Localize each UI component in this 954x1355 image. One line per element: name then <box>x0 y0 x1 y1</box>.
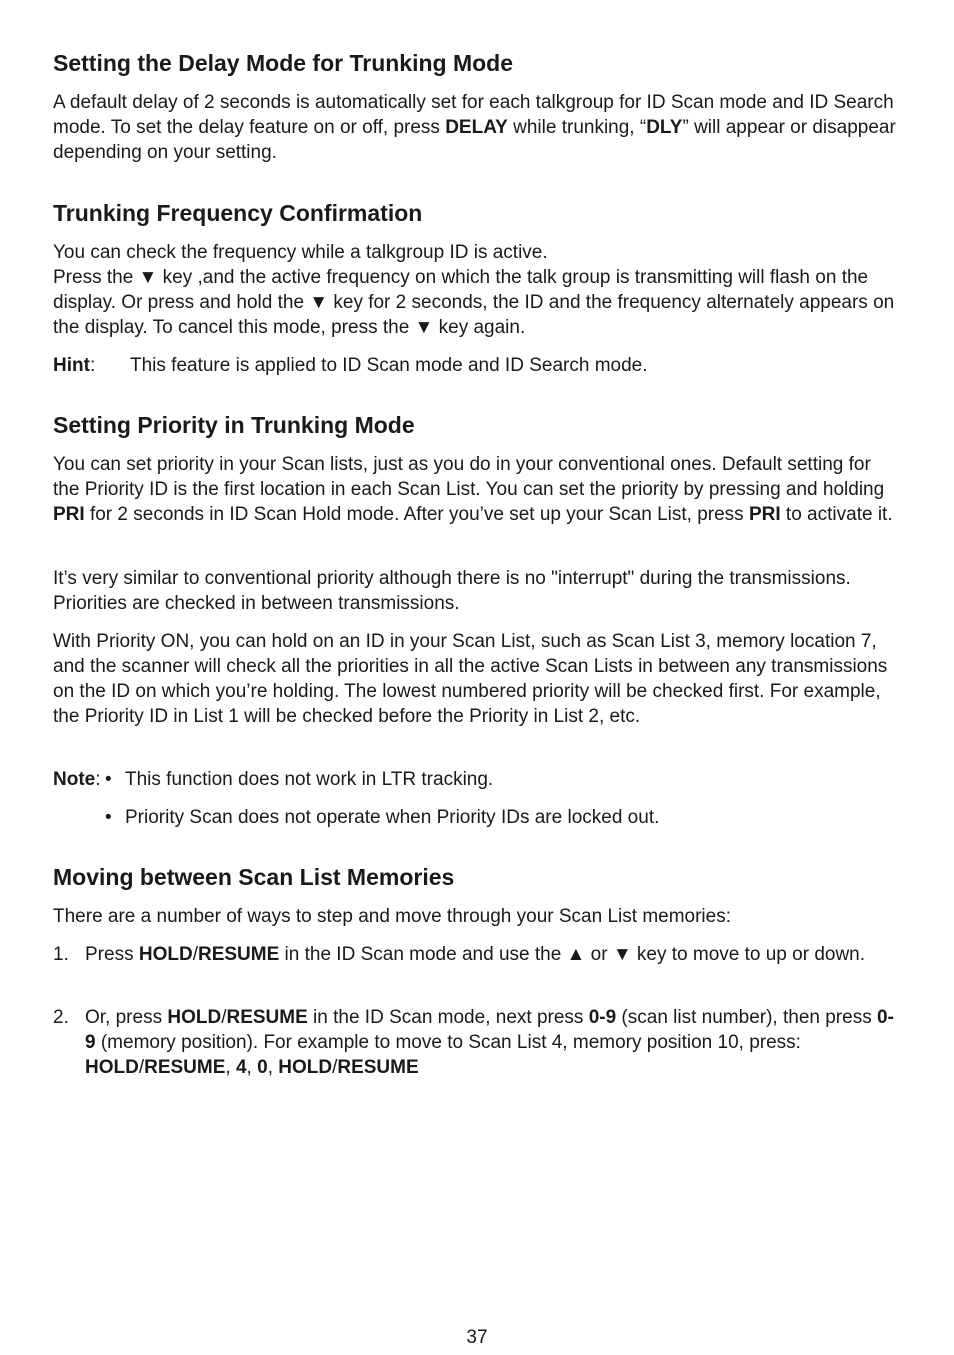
frequency-confirmation-body <box>53 240 898 340</box>
delay-mode-paragraph: A default delay of 2 seconds is automatically set for each talkgroup for ID Scan mode and ID Search mode. To set the delay feature on or off, press DELAY while trunking, “DLY” will appear or disappear depending on your setting. <box>53 92 896 163</box>
bullet-icon: • <box>105 769 112 790</box>
moving-intro: There are a number of ways to step and move through your Scan List memories: <box>53 906 731 927</box>
hint-label: Hint <box>53 355 90 376</box>
key-pri: PRI <box>53 504 85 525</box>
key-pri: PRI <box>748 504 781 525</box>
frequency-paragraph-2: Press the ▼ key ,and the active frequency on which the talk group is transmitting will flash on the display. Or press and hold the ▼ key for 2 seconds, the ID and the frequency alternately appears on the display. To cancel this mode, press the ▼ key again. <box>53 267 895 338</box>
list-item-1: 1. Press HOLD/RESUME in the ID Scan mode and use the ▲ or ▼ key to move to up or down. <box>53 944 866 965</box>
heading-moving-scan-list: Moving between Scan List Memories <box>53 864 455 890</box>
display-dly: DLY <box>646 117 683 138</box>
frequency-paragraph-1: You can check the frequency while a talkgroup ID is active. <box>53 242 548 263</box>
list-item-2: 2. Or, press HOLD/RESUME in the ID Scan mode, next press 0-9 (scan list number), then press 0-9 (memory position). For example to move to Scan List 4, memory position 10, press: HOLD/RESUME, 4, 0, HOLD/RESUME <box>53 1007 894 1078</box>
hint-text: This feature is applied to ID Scan mode and ID Search mode. <box>130 355 648 376</box>
priority-paragraph-2: It’s very similar to conventional priority although there is no "interrupt" during the transmissions. Priorities are checked in between transmissions. <box>53 568 851 614</box>
heading-priority: Setting Priority in Trunking Mode <box>53 412 415 438</box>
priority-paragraph-1: You can set priority in your Scan lists, just as you do in your conventional ones. Default setting for the Priority ID is the first location in each Scan List. You can set the priority by pressing and holding PRI for 2 seconds in ID Scan Hold mode. After you’ve set up your Scan List, press PRI to activate it. <box>53 454 893 525</box>
page-number: 37 <box>466 1327 488 1348</box>
note-label: Note <box>53 769 96 790</box>
hint: Hint: This feature is applied to ID Scan mode and ID Search mode. <box>53 355 648 376</box>
priority-paragraph-3: With Priority ON, you can hold on an ID in your Scan List, such as Scan List 3, memory location 7, and the scanner will check all the priorities in all the active Scan Lists in between any transmissions on the ID on which you’re holding. The lowest numbered priority will be checked first. For example, the Priority ID in List 1 will be checked before the Priority in List 2, etc. <box>53 631 888 727</box>
note-1: Note: • This function does not work in LTR tracking. <box>53 769 494 790</box>
note-text-2: Priority Scan does not operate when Priority IDs are locked out. <box>125 807 660 828</box>
note-text-1: This function does not work in LTR tracking. <box>125 769 494 790</box>
list-number-1: 1. <box>53 944 69 965</box>
bullet-icon: • <box>105 807 112 828</box>
key-delay: DELAY <box>445 117 508 138</box>
heading-frequency-confirmation: Trunking Frequency Confirmation <box>53 200 423 226</box>
note-2 <box>53 805 898 830</box>
list-number-2: 2. <box>53 1007 69 1028</box>
heading-delay-mode: Setting the Delay Mode for Trunking Mode <box>53 50 514 76</box>
